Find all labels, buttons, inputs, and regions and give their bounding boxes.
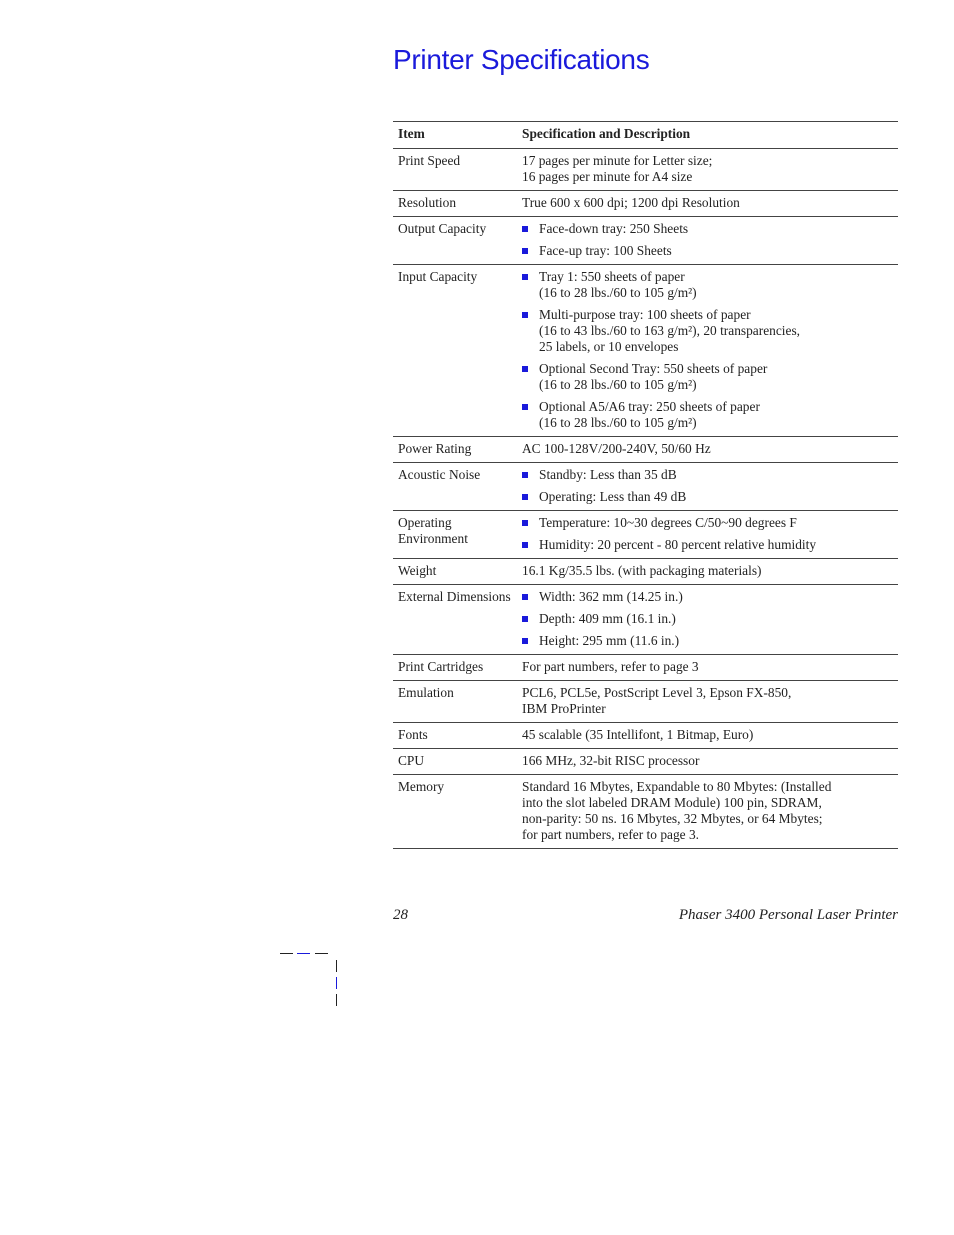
- square-bullet-icon: [522, 226, 528, 232]
- spec-item-label: Print Speed: [398, 153, 461, 168]
- bullet-text-line: Face-down tray: 250 Sheets: [539, 221, 689, 236]
- crop-mark: [280, 953, 293, 954]
- spec-text-line: AC 100-128V/200-240V, 50/60 Hz: [522, 441, 711, 456]
- specifications-table: [393, 121, 898, 849]
- square-bullet-icon: [522, 638, 528, 644]
- bullet-text-line: Optional Second Tray: 550 sheets of paper: [539, 361, 768, 376]
- page-title: Printer Specifications: [393, 44, 650, 75]
- spec-description: [517, 511, 898, 559]
- spec-item-label: Power Rating: [398, 441, 472, 456]
- square-bullet-icon: [522, 542, 528, 548]
- spec-text-line: 166 MHz, 32-bit RISC processor: [522, 753, 700, 768]
- list-item: [522, 221, 893, 237]
- list-item: [522, 515, 893, 531]
- spec-description: [517, 265, 898, 437]
- bullet-list: [522, 467, 893, 505]
- spec-item-label: Memory: [398, 779, 445, 794]
- spec-item-label: Operating Environment: [398, 515, 468, 546]
- list-item: [522, 489, 893, 505]
- bullet-text-line: (16 to 28 lbs./60 to 105 g/m²): [539, 285, 697, 300]
- square-bullet-icon: [522, 248, 528, 254]
- bullet-text-line: (16 to 43 lbs./60 to 163 g/m²), 20 transparencies,: [539, 323, 800, 338]
- bullet-list: [522, 269, 893, 431]
- table-row: [393, 681, 898, 723]
- spec-description: [517, 463, 898, 511]
- spec-item-label: Emulation: [398, 685, 454, 700]
- list-item: [522, 361, 893, 393]
- spec-text-line: for part numbers, refer to page 3.: [522, 827, 699, 842]
- table-row: [393, 149, 898, 191]
- spec-text-line: 16 pages per minute for A4 size: [522, 169, 693, 184]
- bullet-text-line: Humidity: 20 percent - 80 percent relative humidity: [539, 537, 817, 552]
- bullet-text-line: (16 to 28 lbs./60 to 105 g/m²): [539, 377, 697, 392]
- table-row: [393, 437, 898, 463]
- square-bullet-icon: [522, 616, 528, 622]
- spec-item-label: Weight: [398, 563, 437, 578]
- square-bullet-icon: [522, 494, 528, 500]
- table-row: [393, 191, 898, 217]
- spec-item-label: Print Cartridges: [398, 659, 484, 674]
- spec-description: [517, 655, 898, 681]
- table-body: [393, 149, 898, 849]
- spec-item-label: Input Capacity: [398, 269, 478, 284]
- crop-mark: [336, 977, 337, 989]
- bullet-text-line: Optional A5/A6 tray: 250 sheets of paper: [539, 399, 760, 414]
- list-item: [522, 589, 893, 605]
- spec-text-line: 17 pages per minute for Letter size;: [522, 153, 713, 168]
- spec-description: [517, 775, 898, 849]
- bullet-list: [522, 221, 893, 259]
- spec-item-label: Fonts: [398, 727, 428, 742]
- spec-description: [517, 217, 898, 265]
- spec-text-line: 16.1 Kg/35.5 lbs. (with packaging materials): [522, 563, 762, 578]
- list-item: [522, 307, 893, 355]
- spec-description: [517, 149, 898, 191]
- square-bullet-icon: [522, 312, 528, 318]
- spec-text-line: into the slot labeled DRAM Module) 100 pin, SDRAM,: [522, 795, 822, 810]
- list-item: [522, 633, 893, 649]
- spec-item-label: Output Capacity: [398, 221, 487, 236]
- table-row: [393, 723, 898, 749]
- spec-text-line: non-parity: 50 ns. 16 Mbytes, 32 Mbytes, or 64 Mbytes;: [522, 811, 823, 826]
- list-item: [522, 611, 893, 627]
- spec-description: [517, 191, 898, 217]
- spec-item-label: Resolution: [398, 195, 457, 210]
- table-row: [393, 217, 898, 265]
- bullet-text-line: (16 to 28 lbs./60 to 105 g/m²): [539, 415, 697, 430]
- spec-text-line: IBM ProPrinter: [522, 701, 606, 716]
- square-bullet-icon: [522, 520, 528, 526]
- spec-text-line: For part numbers, refer to page 3: [522, 659, 699, 674]
- table-row: [393, 655, 898, 681]
- bullet-text-line: Multi-purpose tray: 100 sheets of paper: [539, 307, 751, 322]
- crop-mark: [297, 953, 310, 954]
- footer-document-title: Phaser 3400 Personal Laser Printer: [678, 907, 898, 923]
- list-item: [522, 537, 893, 553]
- spec-text-line: Standard 16 Mbytes, Expandable to 80 Mbytes: (Installed: [522, 779, 832, 794]
- table-row: [393, 463, 898, 511]
- spec-description: [517, 585, 898, 655]
- crop-mark: [315, 953, 328, 954]
- spec-item-label: Acoustic Noise: [398, 467, 481, 482]
- spec-description: [517, 681, 898, 723]
- table-row: [393, 511, 898, 559]
- crop-mark: [336, 960, 337, 972]
- spec-description: [517, 749, 898, 775]
- bullet-text-line: Depth: 409 mm (16.1 in.): [539, 611, 676, 626]
- table-row: [393, 775, 898, 849]
- spec-text-line: 45 scalable (35 Intellifont, 1 Bitmap, Euro): [522, 727, 754, 742]
- bullet-text-line: Standby: Less than 35 dB: [539, 467, 677, 482]
- spec-text-line: True 600 x 600 dpi; 1200 dpi Resolution: [522, 195, 740, 210]
- table-row: [393, 585, 898, 655]
- table-row: [393, 265, 898, 437]
- bullet-list: [522, 589, 893, 649]
- footer-page-number: 28: [393, 907, 408, 923]
- column-header-spec: Specification and Description: [522, 126, 691, 141]
- square-bullet-icon: [522, 404, 528, 410]
- square-bullet-icon: [522, 274, 528, 280]
- square-bullet-icon: [522, 472, 528, 478]
- bullet-text-line: Face-up tray: 100 Sheets: [539, 243, 672, 258]
- table-row: [393, 559, 898, 585]
- list-item: [522, 467, 893, 483]
- crop-mark: [336, 994, 337, 1006]
- bullet-text-line: Height: 295 mm (11.6 in.): [539, 633, 680, 648]
- list-item: [522, 399, 893, 431]
- table-row: [393, 749, 898, 775]
- spec-description: [517, 437, 898, 463]
- bullet-text-line: Width: 362 mm (14.25 in.): [539, 589, 683, 604]
- spec-description: [517, 559, 898, 585]
- spec-item-label: CPU: [398, 753, 425, 768]
- square-bullet-icon: [522, 366, 528, 372]
- spec-description: [517, 723, 898, 749]
- bullet-text-line: Operating: Less than 49 dB: [539, 489, 687, 504]
- bullet-text-line: Temperature: 10~30 degrees C/50~90 degrees F: [539, 515, 797, 530]
- table-header-row: [393, 122, 898, 149]
- bullet-list: [522, 515, 893, 553]
- bullet-text-line: Tray 1: 550 sheets of paper: [539, 269, 685, 284]
- list-item: [522, 243, 893, 259]
- list-item: [522, 269, 893, 301]
- column-header-item: Item: [398, 126, 425, 141]
- bullet-text-line: 25 labels, or 10 envelopes: [539, 339, 679, 354]
- spec-text-line: PCL6, PCL5e, PostScript Level 3, Epson FX-850,: [522, 685, 792, 700]
- square-bullet-icon: [522, 594, 528, 600]
- spec-item-label: External Dimensions: [398, 589, 511, 604]
